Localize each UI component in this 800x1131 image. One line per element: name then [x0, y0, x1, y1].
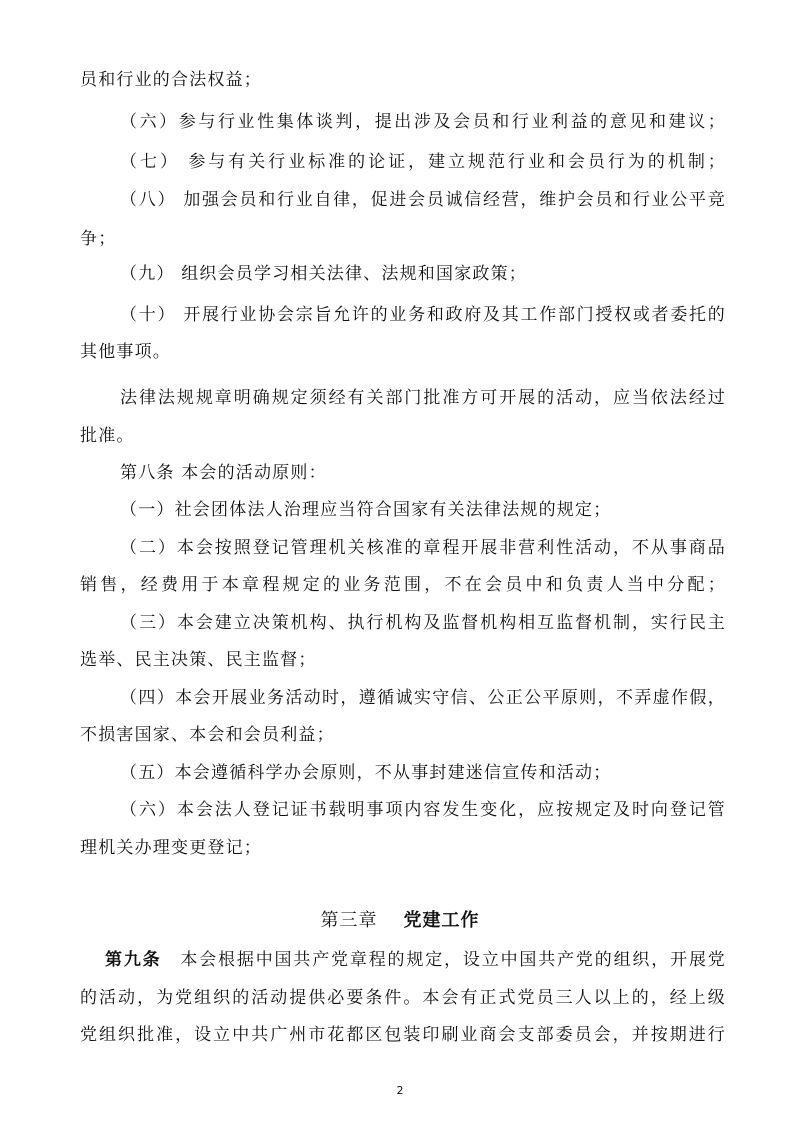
text-line: 党组织批准，设立中共广州市花都区包装印刷业商会支部委员会，并按期进行 [80, 1025, 726, 1045]
text-line: 争； [80, 229, 117, 249]
text-line: （九） 组织会员学习相关法律、法规和国家政策； [120, 264, 528, 284]
text-line: （二）本会按照登记管理机关核准的章程开展非营利性活动，不从事商品 [120, 538, 726, 558]
text-line: 理机关办理变更登记； [80, 838, 262, 858]
text-line: 选举、民主决策、民主监督； [80, 650, 317, 670]
text-line: 员和行业的合法权益； [80, 70, 262, 90]
text-line: 批准。 [80, 426, 135, 446]
text-line: （五）本会遵循科学办会原则，不从事封建迷信宣传和活动； [120, 763, 612, 783]
text-line: （十） 开展行业协会宗旨允许的业务和政府及其工作部门授权或者委托的 [120, 305, 726, 325]
article-9-first-line [105, 948, 726, 972]
text-line: 其他事项。 [80, 342, 171, 362]
text-line: 的活动，为党组织的活动提供必要条件。本会有正式党员三人以上的，经上级 [80, 988, 726, 1008]
chapter-title: 党建工作 [403, 910, 480, 931]
article-heading: 第八条 本会的活动原则： [120, 463, 327, 483]
text-line: （一）社会团体法人治理应当符合国家有关法律法规的规定； [120, 500, 612, 520]
chapter-heading [0, 908, 800, 934]
text-line: （四）本会开展业务活动时，遵循诚实守信、公正公平原则，不弄虚作假， [120, 688, 726, 708]
text-line: （六）本会法人登记证书载明事项内容发生变化，应按规定及时向登记管 [120, 800, 726, 820]
text-line: （六）参与行业性集体谈判，提出涉及会员和行业利益的意见和建议； [120, 112, 726, 132]
chapter-number: 第三章 [320, 910, 378, 931]
text-line: （八） 加强会员和行业自律，促进会员诚信经营，维护会员和行业公平竞 [120, 190, 726, 210]
text-line: 不损害国家、本会和会员利益； [80, 725, 335, 745]
text-line: 销售，经费用于本章程规定的业务范围，不在会员中和负责人当中分配； [80, 575, 726, 595]
text-line: 法律法规规章明确规定须经有关部门批准方可开展的活动，应当依法经过 [120, 388, 726, 408]
article-label: 第九条 [105, 950, 162, 970]
page-number: 2 [396, 1084, 404, 1097]
text-line: （七） 参与有关行业标准的论证，建立规范行业和会员行为的机制； [120, 152, 726, 172]
text-line: （三）本会建立决策机构、执行机构及监督机构相互监督机制，实行民主 [120, 613, 726, 633]
article-text: 本会根据中国共产党章程的规定，设立中国共产党的组织，开展党 [179, 950, 726, 970]
